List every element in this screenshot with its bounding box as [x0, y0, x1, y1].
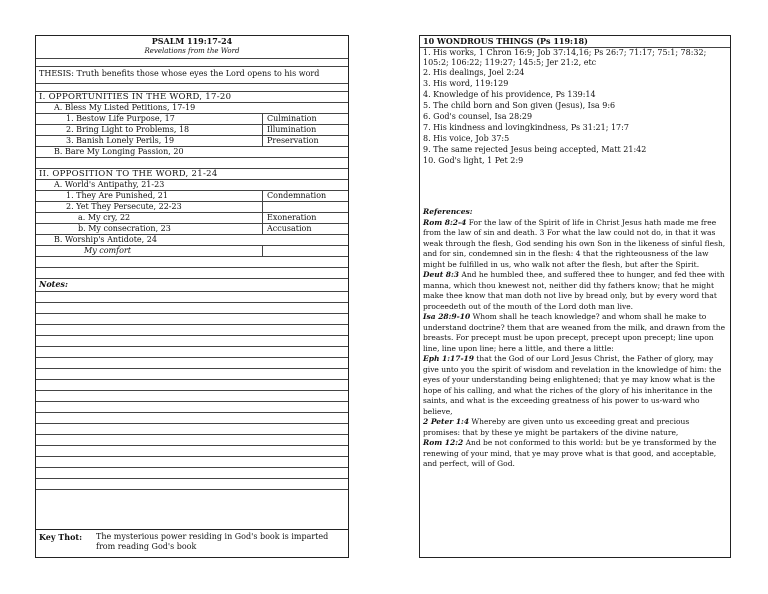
outline-list [36, 92, 348, 279]
outline-text: 1. They Are Punished, 21 [66, 191, 168, 200]
reference-entry [423, 270, 727, 312]
outline-row [36, 224, 348, 235]
spacer-row [36, 84, 348, 92]
references-heading: References: [423, 207, 473, 216]
outline-text: b. My consecration, 23 [78, 224, 171, 233]
note-line [36, 347, 348, 358]
outline-row [36, 103, 348, 114]
reference-text: For the law of the Spirit of life in Christ Jesus hath made me free from the law of sin and death. 3 For what the law could not do, in that it was weak through the flesh, God sending his own Son in the likeness of sinful flesh, and for sin, condemned sin in the flesh: 4 that the righteousness of the law might be fulfilled in us, who walk not after the flesh, but after the Spirit. [423, 217, 726, 269]
key-thought-label: Key Thot: [39, 532, 83, 542]
note-line [36, 369, 348, 380]
note-line [36, 292, 348, 303]
wondrous-things-heading: 10 WONDROUS THINGS (Ps 119:18) [420, 36, 730, 48]
wondrous-thing-item: 6. God's counsel, Isa 28:29 [423, 112, 533, 121]
outline-row [36, 246, 348, 257]
reference-panel [419, 35, 731, 558]
outline-text: B. Worship's Antidote, 24 [54, 235, 157, 244]
key-thought-text: The mysterious power residing in God's book is imparted from reading God's book [96, 532, 329, 551]
note-line [36, 435, 348, 446]
outline-row [36, 158, 348, 169]
note-line [36, 402, 348, 413]
wondrous-thing-item: 3. His word, 119:129 [423, 79, 509, 88]
thesis-statement: THESIS: Truth benefits those whose eyes the Lord opens to his word [36, 67, 348, 84]
outline-keyword: Condemnation [262, 191, 348, 201]
reference-text: Whom shall he teach knowledge? and whom shall he make to understand doctrine? them that are weaned from the milk, and drawn from the breasts. For precept must be upon precept, precept upon precept; line upon line, line upon line; here a little, and there a little: [423, 312, 726, 353]
reference-entry [423, 438, 727, 470]
outline-text: II. OPPOSITION TO THE WORD, 21-24 [39, 169, 218, 179]
references-list [423, 218, 727, 470]
outline-text: a. My cry, 22 [78, 213, 131, 222]
outline-row [36, 191, 348, 202]
outline-keyword: Exoneration [262, 213, 348, 223]
reference-label: Rom 8:2-4 [423, 217, 467, 227]
note-line [36, 391, 348, 402]
outline-text: B. Bare My Longing Passion, 20 [54, 147, 184, 156]
outline-text: A. World's Antipathy, 21-23 [54, 180, 165, 189]
outline-keyword: Preservation [262, 136, 348, 146]
notes-label: Notes: [39, 279, 68, 289]
outline-row [36, 136, 348, 147]
note-line [36, 380, 348, 391]
wondrous-thing-item: 1. His works, 1 Chron 16:9; Job 37:14,16; Ps 26:7; 71:17; 75:1; 78:32; 105:2; 106:22; 119:27; 145:5; Jer 21:2, etc [423, 48, 707, 67]
outline-row [36, 257, 348, 268]
outline-text: 3. Banish Lonely Perils, 19 [66, 136, 175, 145]
outline-text: 1. Bestow Life Purpose, 17 [66, 114, 175, 123]
spacer-row [36, 59, 348, 67]
note-line [36, 303, 348, 314]
outline-text: My comfort [84, 246, 131, 255]
reference-text: And be not conformed to this world: but be ye transformed by the renewing of your mind, that ye may prove what is that good, and acceptable, and perfect, will of God. [423, 438, 717, 468]
outline-keyword [262, 202, 348, 212]
notes-lines [36, 292, 348, 490]
wondrous-thing-item: 2. His dealings, Joel 2:24 [423, 68, 525, 77]
note-line [36, 446, 348, 457]
wondrous-thing-item: 4. Knowledge of his providence, Ps 139:14 [423, 90, 596, 99]
wondrous-thing-item: 5. The child born and Son given (Jesus), Isa 9:6 [423, 101, 616, 110]
note-line [36, 424, 348, 435]
wondrous-thing-item: 9. The same rejected Jesus being accepted, Matt 21:42 [423, 145, 647, 154]
outline-text: 2. Yet They Persecute, 22-23 [66, 202, 182, 211]
note-line [36, 468, 348, 479]
reference-label: Rom 12:2 [423, 438, 464, 447]
reference-text: that the God of our Lord Jesus Christ, the Father of glory, may give unto you the spirit of wisdom and revelation in the knowledge of him: the eyes of your understanding being enlightened; that ye may know what is the hope of his calling, and what the riches of the glory of his inheritance in the saints, and what is the exceeding greatness of his power to us-ward who believe, [423, 354, 722, 416]
notes-row [36, 279, 348, 292]
outline-text: I. OPPORTUNITIES IN THE WORD, 17-20 [39, 92, 232, 102]
reference-label: Isa 28:9-10 [423, 312, 471, 321]
outline-keyword: Culmination [262, 114, 348, 124]
outline-row [36, 202, 348, 213]
outline-row [36, 147, 348, 158]
wondrous-things-list [420, 48, 730, 167]
outline-panel [35, 35, 349, 558]
key-thought [36, 529, 348, 557]
reference-label: Eph 1:17-19 [423, 354, 474, 363]
outline-keyword: Illumination [262, 125, 348, 135]
outline-text: 2. Bring Light to Problems, 18 [66, 125, 190, 134]
outline-text: A. Bless My Listed Petitions, 17-19 [54, 103, 196, 112]
reference-label: 2 Peter 1:4 [423, 417, 470, 426]
reference-entry [423, 218, 727, 271]
references-section [423, 207, 727, 470]
note-line [36, 413, 348, 424]
outline-keyword [262, 246, 348, 256]
outline-row [36, 180, 348, 191]
page-title: PSALM 119:17-24 [151, 36, 233, 46]
wondrous-thing-item: 10. God's light, 1 Pet 2:9 [423, 156, 524, 165]
reference-label: Deut 8:3 [423, 270, 460, 279]
reference-entry [423, 312, 727, 354]
note-line [36, 479, 348, 490]
note-line [36, 325, 348, 336]
note-line [36, 314, 348, 325]
outline-row [36, 114, 348, 125]
outline-row [36, 268, 348, 279]
wondrous-thing-item: 8. His voice, Job 37:5 [423, 134, 510, 143]
note-line [36, 336, 348, 347]
outline-row [36, 92, 348, 103]
reference-text: And he humbled thee, and suffered thee to hunger, and fed thee with manna, which thou knewest not, neither did thy fathers know; that he might make thee know that man doth not live by bread only, but by every word that proceedeth out of the mouth of the Lord doth man live. [423, 270, 725, 311]
outline-keyword: Accusation [262, 224, 348, 234]
note-line [36, 358, 348, 369]
outline-row [36, 169, 348, 180]
note-line [36, 457, 348, 468]
reference-entry [423, 417, 727, 438]
page-subtitle: Revelations from the Word [36, 46, 348, 59]
reference-entry [423, 354, 727, 417]
wondrous-thing-item: 7. His kindness and lovingkindness, Ps 31:21; 17:7 [423, 123, 629, 132]
outline-row [36, 235, 348, 246]
outline-row [36, 213, 348, 224]
outline-row [36, 125, 348, 136]
reference-text: Whereby are given unto us exceeding great and precious promises: that by these ye might be partakers of the divine nature, [423, 417, 690, 437]
